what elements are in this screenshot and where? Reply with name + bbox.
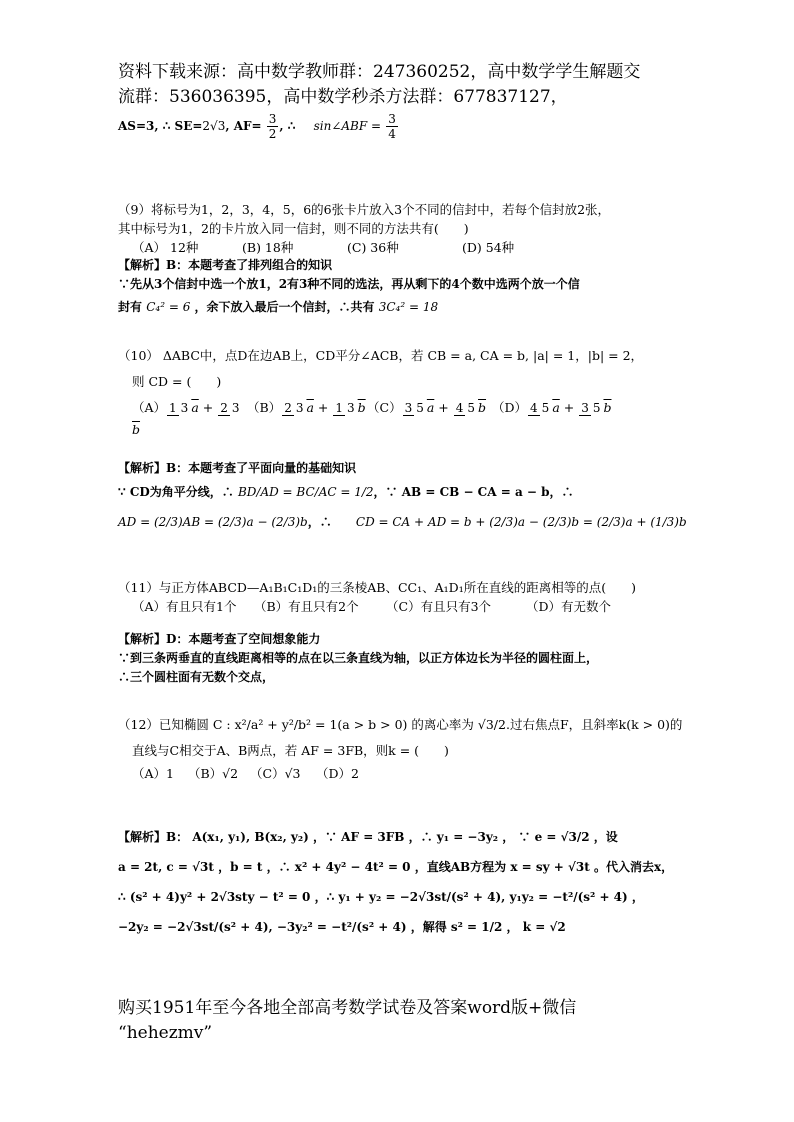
q10-option-d: （D） 4 5 $\overline{a} + 3$ 5 $\overline{b}$ bbox=[492, 397, 611, 441]
q9-solution-line-1: ∵先从3个信封中选一个放1，2有3种不同的选法，再从剩下的4个数中选两个放一个信 bbox=[118, 277, 580, 291]
q10-c-label: （C） bbox=[367, 400, 402, 415]
q10-stem-2: 则 CD = ( ) bbox=[132, 374, 222, 389]
q10-option-c: （C） 3 5 $\overline{a} + 4$ 5 $\overline{b}$ bbox=[367, 397, 492, 441]
q10-sol-1a: ∵ CD为角平分线，∴ bbox=[118, 485, 234, 499]
q10-b-c1d: 3 bbox=[295, 401, 304, 415]
q10-a-label: （A） bbox=[132, 400, 167, 415]
q12-stem-2: 直线与C相交于A、B两点，若 AF = 3FB，则k = ( ) bbox=[132, 743, 449, 758]
question-12 bbox=[118, 712, 698, 784]
q9-sol-2b: C₄² = 6 bbox=[146, 300, 191, 314]
q9-option-b: (B) 18种 bbox=[242, 240, 294, 255]
q9-options bbox=[118, 238, 698, 257]
q10-c-c1d: 5 bbox=[416, 401, 424, 415]
sin-label: sin∠ABF = bbox=[313, 119, 382, 133]
sin-num: 3 bbox=[388, 112, 396, 126]
q9-solution bbox=[118, 256, 688, 317]
q10-options bbox=[118, 397, 698, 441]
q12-stem-1c: .过右焦点F，且斜率k(k > 0)的 bbox=[505, 717, 683, 732]
q9-option-a: （A） 12种 bbox=[132, 240, 199, 255]
q11-option-d: （D）有无数个 bbox=[526, 599, 612, 614]
q10-b-label: （B） bbox=[247, 400, 282, 415]
q12-stem-1 bbox=[118, 712, 698, 738]
q9-solution-title: 【解析】B：本题考查了排列组合的知识 bbox=[118, 258, 333, 272]
q11-option-c: （C）有且只有3个 bbox=[386, 599, 492, 614]
q10-solution-line-1 bbox=[118, 480, 688, 504]
q11-solution-line-2: ∴三个圆柱面有无数个交点， bbox=[118, 670, 275, 684]
q10-d-c2d: 5 bbox=[592, 401, 601, 415]
q12-option-b: （B）√2 bbox=[188, 766, 239, 781]
q10-a-c2n: 2 bbox=[220, 401, 228, 415]
tail-se-value: 2√3 bbox=[202, 119, 226, 133]
q10-sol-2c: CD = CA + AD = b + (2/3)a − (2/3)b = (2/3)a + (1/3)b bbox=[355, 515, 687, 529]
af-num: 3 bbox=[268, 112, 277, 126]
q9-stem-2: 其中标号为1，2的卡片放入同一信封，则不同的方法共有( ) bbox=[118, 221, 469, 236]
q10-option-b: （B） 2 3 $\overline{a} + 1$ 3 $\overline{b}$ bbox=[247, 397, 367, 441]
q10-c-c2d: 5 bbox=[467, 401, 476, 415]
af-fraction bbox=[267, 112, 279, 141]
previous-solution-tail bbox=[118, 112, 688, 141]
q10-b-c1n: 2 bbox=[284, 401, 292, 415]
q10-b-c2n: 1 bbox=[335, 401, 343, 415]
q12-options bbox=[118, 764, 698, 784]
q10-sol-2b: ，∴ bbox=[307, 515, 332, 529]
q10-c-c2n: 4 bbox=[455, 401, 464, 415]
q10-a-c1d: 3 bbox=[180, 401, 189, 415]
header-line-2: 流群：536036395，高中数学秒杀方法群：677837127， bbox=[118, 87, 568, 107]
q11-solution-title: 【解析】D：本题考查了空间想象能力 bbox=[118, 632, 321, 646]
q11-stem-1: （11）与正方体ABCD—A₁B₁C₁D₁的三条棱AB、CC₁、A₁D₁所在直线的距离相等的点( ) bbox=[118, 580, 636, 595]
q12-solution bbox=[118, 822, 688, 942]
sin-den: 4 bbox=[388, 127, 396, 141]
q10-d-c1n: 4 bbox=[530, 401, 538, 415]
q12-solution-line-3: ∴ (s² + 4)y² + 2√3sty − t² = 0 ，∴ y₁ + y₂ = −2√3st/(s² + 4), y₁y₂ = −t²/(s² + 4) ， bbox=[118, 890, 644, 904]
q12-option-c: （C）√3 bbox=[250, 766, 301, 781]
q9-sol-2a: 封有 bbox=[118, 300, 143, 314]
footer-line-2: “hehezmv” bbox=[118, 1023, 213, 1043]
sin-fraction bbox=[386, 112, 398, 141]
footer-line-1: 购买1951年至今各地全部高考数学试卷及答案word版+微信 bbox=[118, 998, 577, 1018]
q12-solution-line-4: −2y₂ = −2√3st/(s² + 4), −3y₂² = −t²/(s² + 4) ，解得 s² = 1/2 ， k = √2 bbox=[118, 920, 566, 934]
tail-af-label: , AF= bbox=[225, 119, 262, 133]
q9-stem-1: （9）将标号为1，2，3，4，5，6的6张卡片放入3个不同的信封中，若每个信封放2张， bbox=[118, 202, 611, 217]
q12-solution-line-2: a = 2t, c = √3t ，b = t ，∴ x² + 4y² − 4t² = 0 ，直线AB方程为 x = sy + √3t 。代入消去x， bbox=[118, 860, 674, 874]
q10-solution-line-2 bbox=[118, 510, 688, 534]
q11-option-a: （A）有且只有1个 bbox=[132, 599, 237, 614]
tail-prefix: AS=3, ∴ SE= bbox=[118, 119, 203, 133]
q9-solution-line-2 bbox=[118, 298, 688, 317]
q11-options bbox=[118, 597, 698, 616]
q9-option-d: (D) 54种 bbox=[462, 240, 515, 255]
q10-c-c1n: 3 bbox=[404, 401, 413, 415]
q12-option-a: （A）1 bbox=[132, 766, 174, 781]
q10-sol-1b: BD/AD = BC/AC = 1/2 bbox=[237, 485, 374, 499]
q10-a-c2d: 3 bbox=[231, 401, 240, 415]
q10-stem-1: （10） ΔABC中，点D在边AB上，CD平分∠ACB，若 CB = a, CA = b, |a| = 1，|b| = 2， bbox=[118, 348, 644, 363]
q10-sol-2a: AD = (2/3)AB = (2/3)a − (2/3)b bbox=[118, 515, 308, 529]
q12-solution-line-1: 【解析】B： A(x₁, y₁), B(x₂, y₂) ，∵ AF = 3FB ，∴ y₁ = −3y₂ ， ∵ e = √3/2 ，设 bbox=[118, 830, 618, 844]
q11-solution bbox=[118, 630, 688, 687]
q10-d-c2n: 3 bbox=[581, 401, 589, 415]
q12-option-d: （D）2 bbox=[316, 766, 359, 781]
q10-solution-title: 【解析】B：本题考查了平面向量的基础知识 bbox=[118, 461, 357, 475]
q11-option-b: （B）有且只有2个 bbox=[254, 599, 359, 614]
q10-d-c1d: 5 bbox=[541, 401, 550, 415]
q9-sol-2c: ，余下放入最后一个信封，∴共有 bbox=[194, 300, 375, 314]
q9-sol-2d: 3C₄² = 18 bbox=[378, 300, 439, 314]
q10-d-label: （D） bbox=[492, 400, 528, 415]
q10-sol-1c: ，∵ AB = CB − CA = a − b，∴ bbox=[373, 485, 574, 499]
header-line-1: 资料下载来源：高中数学教师群：247360252，高中数学学生解题交 bbox=[118, 62, 641, 82]
tail-therefore: , ∴ bbox=[279, 119, 296, 133]
q12-stem-1b: √3/2 bbox=[477, 717, 506, 732]
q10-a-c1n: 1 bbox=[169, 401, 177, 415]
af-den: 2 bbox=[268, 127, 277, 141]
q9-option-c: (C) 36种 bbox=[347, 240, 399, 255]
q10-b-c2d: 3 bbox=[346, 401, 355, 415]
q12-stem-1a: （12）已知椭圆 C : x²/a² + y²/b² = 1(a > b > 0) 的离心率为 bbox=[118, 717, 474, 732]
footer-banner bbox=[118, 996, 738, 1046]
header-banner bbox=[118, 60, 738, 110]
question-11 bbox=[118, 578, 698, 616]
q11-solution-line-1: ∵到三条两垂直的直线距离相等的点在以三条直线为轴，以正方体边长为半径的圆柱面上， bbox=[118, 651, 599, 665]
q10-option-a: （A） 1 3 $\overline{a} + 2$ $3\overline{b}$ bbox=[132, 397, 247, 441]
q10-solution bbox=[118, 456, 688, 534]
question-9 bbox=[118, 200, 698, 257]
question-10 bbox=[118, 345, 698, 441]
